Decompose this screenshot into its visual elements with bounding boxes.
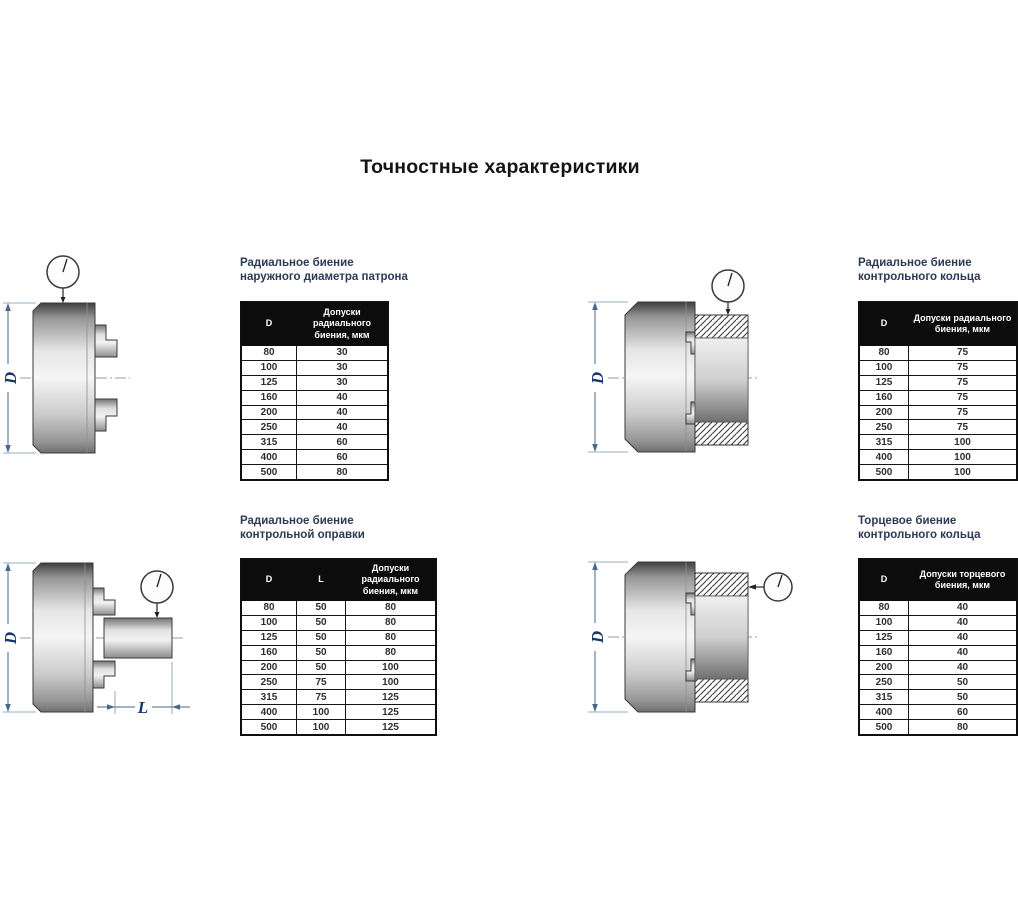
chuck-outer-runout-drawing: [0, 250, 230, 485]
chuck-jaw-top: [95, 325, 117, 357]
table-cell: 500: [241, 720, 297, 735]
table-row: [241, 675, 436, 690]
table-cell: 80: [909, 720, 1018, 735]
column-header: D: [241, 302, 297, 346]
table-row: [241, 705, 436, 720]
table-cell: 40: [909, 601, 1018, 616]
column-header: Допуски радиального биения, мкм: [909, 302, 1018, 346]
table-cell: 315: [859, 690, 909, 705]
table-cell: 40: [297, 420, 389, 435]
table-cell: 40: [909, 615, 1018, 630]
table-cell: 160: [241, 645, 297, 660]
table-cell: 250: [241, 420, 297, 435]
table-cell: 125: [346, 690, 437, 705]
table-cell: 50: [909, 690, 1018, 705]
table-cell: 315: [241, 435, 297, 450]
table-row: [859, 346, 1017, 361]
control-ring: [695, 315, 748, 445]
table-cell: 80: [346, 630, 437, 645]
table-row: [241, 360, 388, 375]
tolerance-table-ring-radial: [858, 301, 1018, 481]
table-cell: 200: [241, 660, 297, 675]
table-cell: 50: [297, 601, 346, 616]
table-cell: 30: [297, 346, 389, 361]
table-cell: 30: [297, 360, 389, 375]
dial-indicator-icon: [47, 256, 79, 303]
table-cell: 50: [297, 645, 346, 660]
table-cell: 60: [909, 705, 1018, 720]
table-cell: 80: [297, 465, 389, 480]
table-cell: 80: [859, 601, 909, 616]
dimension-d: [588, 562, 628, 712]
table-cell: 80: [346, 601, 437, 616]
table-cell: 100: [346, 675, 437, 690]
section-title-line: наружного диаметра патрона: [240, 271, 408, 284]
dimension-d-label: D: [587, 371, 607, 385]
table-row: [859, 375, 1017, 390]
section-title-line: контрольного кольца: [858, 271, 981, 284]
section-title-mandrel: [240, 514, 450, 542]
section-title-ring-face: [858, 514, 1018, 542]
column-header: Допуски радиального биения, мкм: [297, 302, 389, 346]
table-cell: 200: [241, 405, 297, 420]
section-title-line: контрольной оправки: [240, 529, 365, 542]
section-title-ring-radial: [858, 256, 1018, 284]
table-cell: 100: [297, 720, 346, 735]
section-title-line: контрольного кольца: [858, 529, 981, 542]
table-cell: 40: [909, 630, 1018, 645]
table-row: [241, 690, 436, 705]
table-cell: 75: [297, 675, 346, 690]
table-cell: 75: [297, 690, 346, 705]
table-cell: 30: [297, 375, 389, 390]
section-title-line: Торцевое биение: [858, 515, 957, 527]
table-cell: 75: [909, 390, 1018, 405]
table-cell: 100: [909, 465, 1018, 480]
table-cell: 80: [859, 346, 909, 361]
table-cell: 100: [346, 660, 437, 675]
chuck-jaw-bottom: [93, 661, 115, 688]
table-cell: 50: [297, 660, 346, 675]
table-cell: 250: [859, 420, 909, 435]
table-cell: 125: [859, 375, 909, 390]
chuck-jaw-top: [93, 588, 115, 615]
table-cell: 400: [859, 450, 909, 465]
table-row: [859, 405, 1017, 420]
table-row: [859, 720, 1017, 735]
control-ring-radial-drawing: [580, 248, 810, 490]
table-row: [241, 601, 436, 616]
table-cell: 315: [859, 435, 909, 450]
table-row: [859, 675, 1017, 690]
table-row: [241, 720, 436, 735]
page-title: Точностные характеристики: [360, 156, 640, 178]
table-row: [241, 630, 436, 645]
table-cell: 60: [297, 435, 389, 450]
table-cell: 100: [859, 360, 909, 375]
chuck-body: [625, 562, 695, 712]
control-mandrel: [104, 618, 172, 658]
table-cell: 75: [909, 346, 1018, 361]
table-cell: 250: [859, 675, 909, 690]
table-cell: 500: [241, 465, 297, 480]
dimension-d: [588, 302, 628, 452]
table-cell: 40: [909, 660, 1018, 675]
table-cell: 80: [346, 645, 437, 660]
dial-indicator-icon: [748, 573, 792, 601]
table-cell: 250: [241, 675, 297, 690]
table-cell: 75: [909, 405, 1018, 420]
dial-indicator-icon: [712, 270, 744, 315]
table-cell: 80: [241, 346, 297, 361]
chuck-jaw-bottom: [95, 399, 117, 431]
table-cell: 40: [297, 390, 389, 405]
table-cell: 400: [241, 705, 297, 720]
chuck-body: [33, 563, 93, 712]
chuck-body: [625, 302, 695, 452]
table-row: [859, 615, 1017, 630]
control-ring: [695, 573, 748, 702]
table-cell: 200: [859, 405, 909, 420]
table-row: [859, 601, 1017, 616]
table-row: [859, 645, 1017, 660]
table-row: [859, 390, 1017, 405]
table-row: [241, 375, 388, 390]
dimension-l-label: L: [137, 698, 149, 717]
column-header: D: [241, 559, 297, 601]
table-cell: 100: [297, 705, 346, 720]
chuck-body: [33, 303, 95, 453]
column-header: D: [859, 302, 909, 346]
table-row: [859, 435, 1017, 450]
table-cell: 50: [297, 630, 346, 645]
tolerance-table-mandrel: [240, 558, 437, 736]
table-row: [241, 660, 436, 675]
table-row: [241, 465, 388, 480]
table-cell: 75: [909, 360, 1018, 375]
dimension-d-label: D: [0, 371, 20, 385]
table-cell: 100: [909, 450, 1018, 465]
column-header: Допуски радиального биения, мкм: [346, 559, 437, 601]
table-cell: 125: [346, 720, 437, 735]
table-row: [859, 660, 1017, 675]
section-title-line: Радиальное биение: [858, 257, 972, 269]
table-row: [241, 346, 388, 361]
table-cell: 75: [909, 375, 1018, 390]
table-cell: 50: [909, 675, 1018, 690]
dimension-d-label: D: [0, 631, 20, 645]
table-cell: 80: [241, 601, 297, 616]
tolerance-table-chuck-outer: [240, 301, 389, 481]
table-cell: 80: [346, 615, 437, 630]
table-cell: 125: [859, 630, 909, 645]
table-cell: 60: [297, 450, 389, 465]
column-header: L: [297, 559, 346, 601]
control-ring-face-drawing: [580, 545, 810, 765]
table-cell: 400: [241, 450, 297, 465]
table-row: [241, 615, 436, 630]
column-header: Допуски торцевого биения, мкм: [909, 559, 1018, 601]
section-title-line: Радиальное биение: [240, 257, 354, 269]
control-mandrel-drawing: [0, 545, 230, 765]
table-cell: 125: [241, 375, 297, 390]
dimension-d-label: D: [587, 630, 607, 644]
table-row: [859, 705, 1017, 720]
table-cell: 100: [241, 360, 297, 375]
table-cell: 160: [241, 390, 297, 405]
table-row: [859, 630, 1017, 645]
table-row: [241, 420, 388, 435]
table-cell: 500: [859, 465, 909, 480]
table-cell: 40: [909, 645, 1018, 660]
table-row: [241, 450, 388, 465]
table-cell: 100: [909, 435, 1018, 450]
column-header: D: [859, 559, 909, 601]
table-row: [241, 405, 388, 420]
table-cell: 40: [297, 405, 389, 420]
table-cell: 400: [859, 705, 909, 720]
table-cell: 315: [241, 690, 297, 705]
table-cell: 125: [241, 630, 297, 645]
table-row: [859, 360, 1017, 375]
table-cell: 75: [909, 420, 1018, 435]
table-cell: 160: [859, 390, 909, 405]
table-cell: 125: [346, 705, 437, 720]
table-row: [241, 645, 436, 660]
table-cell: 160: [859, 645, 909, 660]
table-cell: 100: [859, 615, 909, 630]
tolerance-table-ring-face: [858, 558, 1018, 736]
dial-indicator-icon: [141, 571, 173, 618]
table-cell: 500: [859, 720, 909, 735]
table-cell: 50: [297, 615, 346, 630]
section-title-line: Радиальное биение: [240, 515, 354, 527]
table-row: [859, 465, 1017, 480]
section-title-chuck-outer: [240, 256, 440, 284]
table-row: [859, 450, 1017, 465]
table-row: [241, 390, 388, 405]
table-row: [859, 690, 1017, 705]
table-row: [859, 420, 1017, 435]
table-cell: 100: [241, 615, 297, 630]
table-cell: 200: [859, 660, 909, 675]
table-row: [241, 435, 388, 450]
